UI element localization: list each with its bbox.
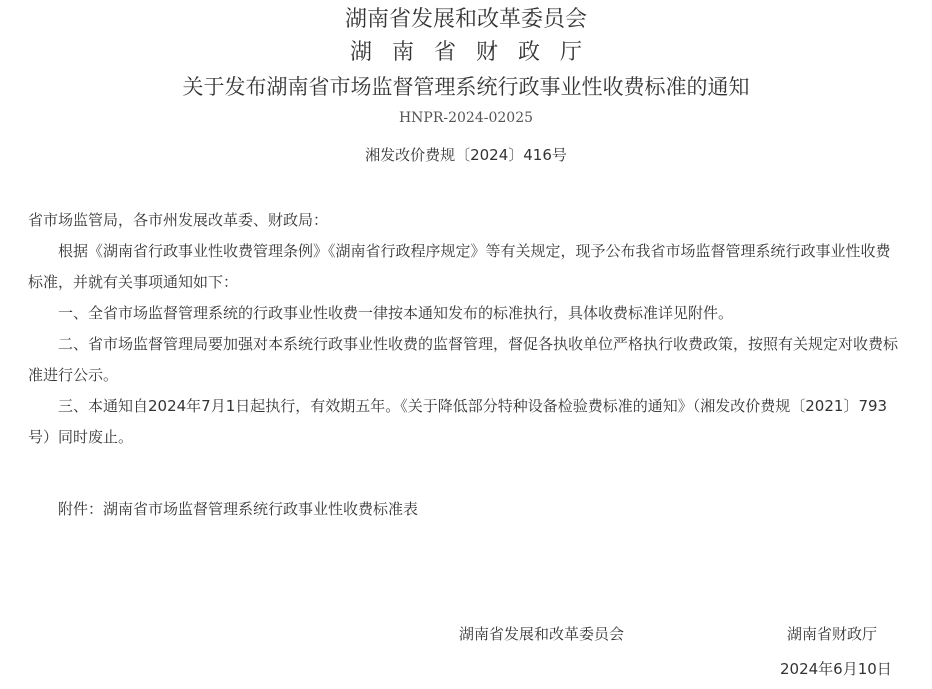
salutation: 省市场监管局，各市州发展改革委、财政局： [28, 211, 329, 229]
issuer-name-1: 湖南省发展和改革委员会 [344, 7, 587, 32]
document-title: 关于发布湖南省市场监督管理系统行政事业性收费标准的通知 [182, 75, 750, 99]
document-body [28, 205, 898, 453]
attachment-line: 附件：湖南省市场监督管理系统行政事业性收费标准表 [58, 500, 419, 518]
issuer-name-2: 湖南省财政厅 [349, 40, 602, 65]
document-code: HNPR-2024-02025 [398, 110, 534, 126]
body-paragraph: 二、省市场监督管理局要加强对本系统行政事业性收费的监督管理，督促各执收单位严格执行收费政策，按照有关规定对收费标准进行公示。 [28, 335, 899, 384]
body-paragraph: 根据《湖南省行政事业性收费管理条例》《湖南省行政程序规定》等有关规定，现予公布我省市场监督管理系统行政事业性收费标准，并就有关事项通知如下： [28, 242, 891, 291]
body-paragraph: 三、本通知自2024年7月1日起执行，有效期五年。《关于降低部分特种设备检验费标准的通知》（湘发改价费规〔2021〕793号）同时废止。 [28, 397, 888, 446]
document-number: 湘发改价费规〔2024〕416号 [365, 146, 567, 164]
signature-org-1: 湖南省发展和改革委员会 [459, 625, 625, 643]
signature-org-2: 湖南省财政厅 [787, 625, 878, 643]
body-paragraph: 一、全省市场监督管理系统的行政事业性收费一律按本通知发布的标准执行，具体收费标准详见附件。 [58, 304, 734, 322]
signature-date: 2024年6月10日 [780, 660, 892, 678]
